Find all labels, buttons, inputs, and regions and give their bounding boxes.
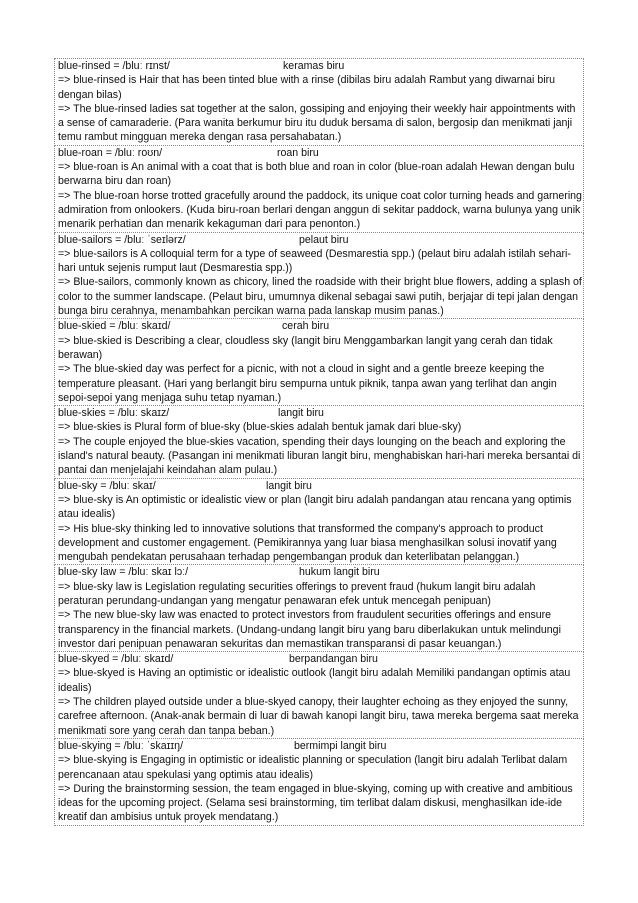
entry-blue-skied (54, 319, 584, 406)
entry-blue-sky (54, 479, 584, 566)
entry-term: blue-skyed = /bluː skaɪd/ (58, 653, 174, 666)
entry-header (58, 479, 582, 493)
entry-definition: => blue-sailors is A colloquial term for a type of seaweed (Desmarestia spp.) (pelaut biru adalah istilah sehari-hari untuk sejenis rumput laut (Desmarestia spp.)) (58, 247, 571, 275)
entry-meaning: bermimpi langit biru (294, 739, 387, 752)
entry-term: blue-sky = /bluː skaɪ/ (58, 479, 156, 492)
entry-term: blue-skied = /bluː skaɪd/ (58, 320, 171, 333)
entry-meaning: pelaut biru (299, 233, 349, 246)
entry-meaning: langit biru (278, 407, 324, 420)
entry-header (58, 146, 582, 160)
entry-meaning: langit biru (266, 479, 312, 492)
entry-term: blue-rinsed = /bluː rɪnst/ (58, 60, 170, 72)
entry-definition: => blue-skying is Engaging in optimistic or idealistic planning or speculation (langit biru adalah Terlibat dalam perencanaan atau spekulasi yang optimis atau idealis) (58, 754, 568, 781)
entry-header (58, 59, 582, 73)
entry-meaning: hukum langit biru (299, 566, 380, 579)
entry-term: blue-roan = /bluː roʊn/ (58, 146, 163, 159)
entry-header (58, 319, 582, 333)
entry-meaning: roan biru (277, 146, 319, 159)
entry-example: => The couple enjoyed the blue-skies vacation, spending their days lounging on the beach and exploring the island's natural beauty. (Pasangan ini menikmati liburan langit biru, menghabiskan hari-hari mereka bersantai di pantai dan menjelajahi keindahan alam pulau.) (58, 435, 581, 477)
entry-header (58, 652, 582, 666)
entry-example: => During the brainstorming session, the team engaged in blue-skying, coming up with creative and ambitious ideas for the upcoming project. (Selama sesi brainstorming, tim terlibat dalam diskusi, menghasilkan ide-ide kreatif dan ambisius untuk proyek mendatang.) (58, 782, 573, 824)
entry-header (58, 233, 582, 247)
entry-definition: => blue-skied is Describing a clear, cloudless sky (langit biru Menggambarkan langit yang cerah dan tidak berawan) (58, 334, 553, 361)
entry-example: => The blue-roan horse trotted gracefully around the paddock, its unique coat color turning heads and garnering admiration from onlookers. (Kuda biru-roan berlari dengan anggun di sekitar paddock, warna bulunya yang unik menarik perhatian dan menarik kekaguman dari para penonton.) (58, 189, 582, 231)
entry-blue-skyed (54, 652, 584, 739)
entry-term: blue-sailors = /bluː ˈseɪlərz/ (58, 233, 186, 246)
entry-term: blue-sky law = /bluː skaɪ lɔː/ (58, 566, 189, 579)
entry-blue-sky-law (54, 565, 584, 652)
entry-example: => Blue-sailors, commonly known as chicory, lined the roadside with their bright blue flowers, adding a splash of color to the summer landscape. (Pelaut biru, umumnya dikenal sebagai sawi putih, berjajar di tepi jalan dengan bunga biru cerahnya, menambahkan percikan warna pada lanskap musim panas.) (58, 276, 582, 318)
entry-example: => The blue-rinsed ladies sat together at the salon, gossiping and enjoying their weekly hair appointments with a sense of camaraderie. (Para wanita berkumur biru itu duduk bersama di salon, bergosip dan menikmati janji temu rambut mingguan mereka dengan rasa persahabatan.) (58, 102, 576, 144)
entry-term: blue-skying = /bluː ˈskaɪɪŋ/ (58, 739, 184, 752)
entry-meaning: cerah biru (282, 320, 330, 333)
entry-meaning: berpandangan biru (289, 653, 378, 666)
entry-example: => His blue-sky thinking led to innovative solutions that transformed the company's approach to product development and customer engagement. (Pemikirannya yang luar biasa menghasilkan solusi inovatif yang mengubah pendekatan perusahaan terhadap pengembangan produk dan keterlibatan pelanggan.) (58, 522, 557, 564)
entry-definition: => blue-skyed is Having an optimistic or idealistic outlook (langit biru adalah Memiliki pandangan optimis atau idealis) (58, 667, 571, 694)
entry-blue-skies (54, 406, 584, 478)
entry-example: => The children played outside under a blue-skyed canopy, their laughter echoing as they enjoyed the sunny, carefree afternoon. (Anak-anak bermain di luar di bawah kanopi langit biru, tawa mereka bergema saat mereka menikmati sore yang cerah dan tanpa beban.) (58, 696, 579, 737)
entry-blue-rinsed (54, 58, 584, 146)
entry-header (58, 565, 582, 579)
entry-header (58, 739, 582, 753)
entry-example: => The blue-skied day was perfect for a picnic, with not a cloud in sight and a gentle breeze keeping the temperature pleasant. (Hari yang berlangit biru sempurna untuk piknik, tanpa awan yang terlihat dan angin sepoi-sepoi yang menjaga suhu tetap nyaman.) (58, 363, 557, 404)
entry-blue-roan (54, 146, 584, 233)
entry-term: blue-skies = /bluː skaɪz/ (58, 407, 170, 420)
entry-definition: => blue-sky law is Legislation regulating securities offerings to prevent fraud (hukum langit biru adalah peraturan perundang-undangan yang mengatur penawaran efek untuk mencegah penipuan) (58, 580, 536, 607)
entry-definition: => blue-sky is An optimistic or idealistic view or plan (langit biru adalah pandangan atau rencana yang optimis atau idealis) (58, 493, 572, 521)
entry-example: => The new blue-sky law was enacted to protect investors from fraudulent securities offerings and ensure transparency in the financial markets. (Undang-undang langit biru yang baru diberlakukan untuk melindungi investor dari penipuan penawaran sekuritas dan memastikan transparansi di pasar keuangan.) (58, 609, 561, 650)
entry-blue-sailors (54, 233, 584, 320)
entry-meaning: keramas biru (283, 60, 345, 72)
entry-definition: => blue-skies is Plural form of blue-sky (blue-skies adalah bentuk jamak dari blue-sky) (58, 421, 462, 434)
entry-definition: => blue-roan is An animal with a coat that is both blue and roan in color (blue-roan adalah Hewan dengan bulu berwarna biru dan roan) (58, 161, 575, 188)
entry-definition: => blue-rinsed is Hair that has been tinted blue with a rinse (dibilas biru adalah Rambut yang diwarnai biru dengan bilas) (58, 74, 556, 101)
entry-blue-skying (54, 739, 584, 826)
vocabulary-list (54, 58, 584, 826)
entry-header (58, 406, 582, 420)
